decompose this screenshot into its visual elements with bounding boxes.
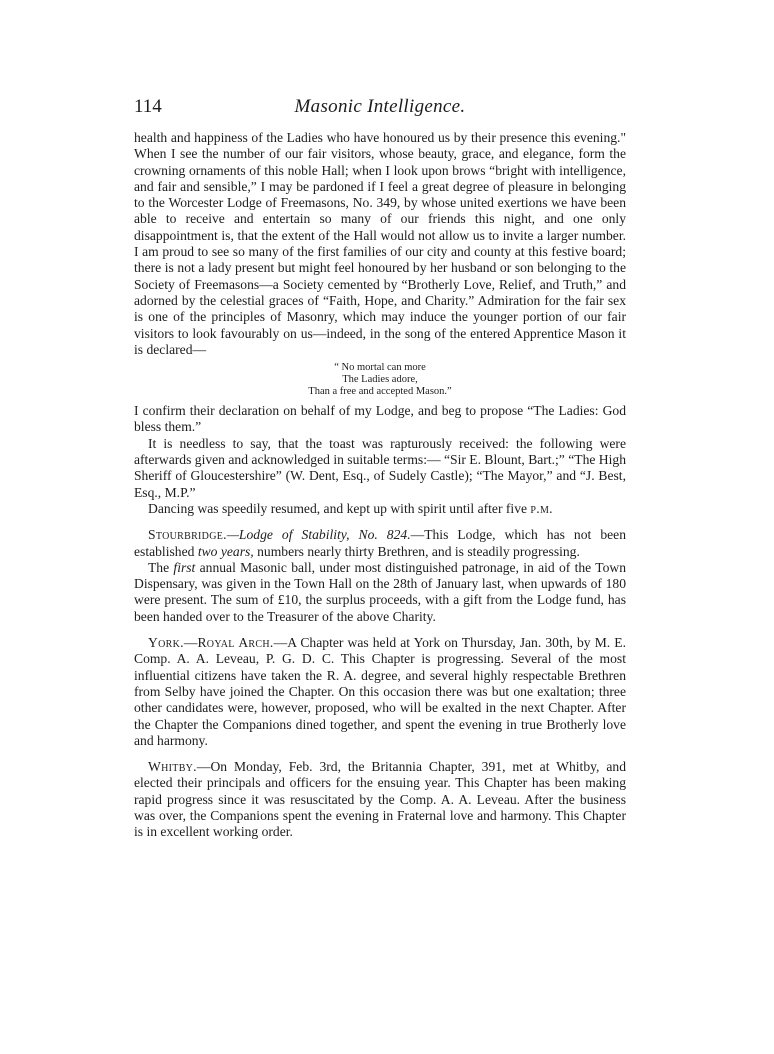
page-header [134,96,626,124]
whitby-section [134,759,626,840]
page-number: 114 [134,96,162,117]
stourbridge-text-1: —This Lodge, which has not been established [134,527,626,559]
pm-abbreviation: p.m. [530,500,553,516]
ball-text: annual Masonic ball, under most distinguished patronage, in aid of the Town Dispensary, was given in the Town Hall on the 28th of January last, when upwards of 180 were present. The sum of £10, the surplus proceeds, with a gift from the Lodge fund, has been handed over to the Treasurer of the above Charity. [134,559,626,624]
royal-arch-heading: Royal Arch. [197,635,274,651]
running-title: Masonic Intelligence. [294,96,466,117]
stourbridge-text-2: numbers nearly thirty Brethren, and is steadily progressing. [253,543,580,559]
place-stourbridge: Stourbridge. [148,527,227,543]
verse-line: The Ladies adore, [342,374,418,386]
lodge-name: —Lodge of Stability, No. 824. [226,527,411,543]
place-york: York. [148,635,184,651]
stourbridge-section [134,527,626,560]
speech-paragraph: health and happiness of the Ladies who have honoured us by their presence this evening." When I see the number of our fair visitors, whose beauty, grace, and elegance, form the crowning ornaments of this noble Hall; when I look upon brows “bright with intelligence, and fair and sensible,” I may be pardoned if I feel a great degree of pleasure in belonging to the Worcester Lodge of Freemasons, No. 349, by whose united exertions we have been able to receive and entertain so many of our friends this night, and one only disappointment is, that the extent of the Hall would not allow us to invite a larger number. I am proud to see so many of the first families of our city and county at this festive board; there is not a lady present but might feel honoured by her husband or son belonging to the Society of Freemasons—a Society cemented by “Brotherly Love, Relief, and Truth,” and adorned by the celestial graces of “Faith, Hope, and Charity.” Admiration for the fair sex is one of the principles of Masonry, which may induce the younger portion of our fair visitors to look favourably on us—indeed, in the song of the entered Apprentice Mason it is declared— [134,130,626,357]
whitby-text: —On Monday, Feb. 3rd, the Britannia Chapter, 391, met at Whitby, and elected their principals and officers for the ensuing year. This Chapter has been making rapid progress since it was resuscitated by the Comp. A. A. Leveau. After the business was over, the Companions spent the evening in Fraternal love and harmony. This Chapter is in excellent working order. [134,759,626,840]
dancing-paragraph [134,501,626,517]
ball-paragraph [134,560,626,625]
dancing-text: Dancing was speedily resumed, and kept up with spirit until after five [148,500,531,516]
article-body [134,130,626,841]
ball-the: The [148,559,174,575]
place-whitby: Whitby. [148,759,197,775]
york-dash: — [183,635,198,651]
verse-line: “ No mortal can more [334,362,426,374]
verse-line: Than a free and accepted Mason.” [308,386,452,398]
first-emphasis: first [173,559,196,575]
two-years-emphasis: two years, [197,543,254,559]
york-section [134,635,626,749]
toast-paragraph: I confirm their declaration on behalf of my Lodge, and beg to propose “The Ladies: God bless them.” [134,403,626,435]
york-text: —A Chapter was held at York on Thursday, Jan. 30th, by M. E. Comp. A. A. Leveau, P. G. D. C. This Chapter is progressing. Several of the most influential citizens have taken the R. A. degree, and several highly respectable Brethren from Selby have joined the Chapter. On this occasion there was but one exaltation; three other candidates were, however, proposed, who will be exalted in the next Chapter. After the Chapter the Companions dined together, and spent the evening in true Brotherly love and harmony. [134,635,626,748]
toasts-list-paragraph: It is needless to say, that the toast was rapturously received: the following were afterwards given and acknowledged in suitable terms:— “Sir E. Blount, Bart.;” “The High Sheriff of Gloucestershire” (W. Dent, Esq., of Sudely Castle); “The Mayor,” and “J. Best, Esq., M.P.” [134,435,626,500]
song-verse [134,362,626,398]
